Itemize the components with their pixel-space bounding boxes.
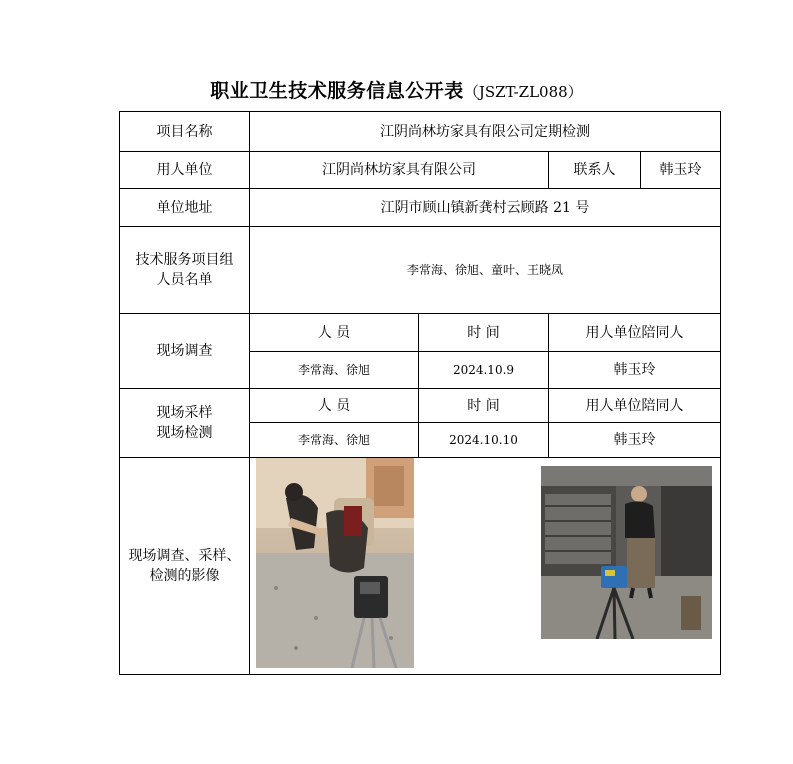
survey-time-value: 2024.10.9 xyxy=(419,352,549,389)
row-survey-header xyxy=(120,314,721,352)
team-members-value: 李常海、徐旭、童叶、王晓凤 xyxy=(250,227,721,314)
address-label: 单位地址 xyxy=(120,189,250,227)
row-images xyxy=(120,458,721,675)
info-disclosure-table xyxy=(119,111,721,675)
images-cell xyxy=(250,458,721,675)
form-code: （JSZT-ZL088） xyxy=(463,83,583,101)
team-label-line1: 技术服务项目组 xyxy=(135,252,234,268)
sampling-escort-value: 韩玉玲 xyxy=(549,423,721,458)
employer-label: 用人单位 xyxy=(120,152,250,189)
project-name-label: 项目名称 xyxy=(120,112,250,152)
sampling-header-escort: 用人单位陪同人 xyxy=(549,389,721,423)
row-team xyxy=(120,227,721,314)
survey-header-personnel: 人 员 xyxy=(250,314,419,352)
images-label xyxy=(120,458,250,675)
site-photo-spray-booth-measurement xyxy=(541,466,712,639)
sampling-time-value: 2024.10.10 xyxy=(419,423,549,458)
survey-personnel-value: 李常海、徐旭 xyxy=(250,352,419,389)
sampling-label-line2: 现场检测 xyxy=(156,425,213,441)
address-value: 江阴市顾山镇新龚村云顾路 21 号 xyxy=(250,189,721,227)
survey-header-escort: 用人单位陪同人 xyxy=(549,314,721,352)
row-employer xyxy=(120,152,721,189)
sampling-label-line1: 现场采样 xyxy=(156,405,213,421)
row-project-name xyxy=(120,112,721,152)
survey-header-time: 时 间 xyxy=(419,314,549,352)
sampling-personnel-value: 李常海、徐旭 xyxy=(250,423,419,458)
survey-label: 现场调查 xyxy=(120,314,250,389)
employer-value: 江阴尚林坊家具有限公司 xyxy=(250,152,549,189)
row-sampling-header xyxy=(120,389,721,423)
title-main: 职业卫生技术服务信息公开表 xyxy=(210,80,464,102)
site-photo-workshop-measurement xyxy=(256,458,414,668)
images-label-line1: 现场调查、采样、 xyxy=(128,548,241,564)
project-name-value: 江阴尚林坊家具有限公司定期检测 xyxy=(250,112,721,152)
sampling-header-time: 时 间 xyxy=(419,389,549,423)
contact-label: 联系人 xyxy=(549,152,641,189)
survey-escort-value: 韩玉玲 xyxy=(549,352,721,389)
sampling-header-personnel: 人 员 xyxy=(250,389,419,423)
row-address xyxy=(120,189,721,227)
sampling-label xyxy=(120,389,250,458)
team-label xyxy=(120,227,250,314)
team-label-line2: 人员名单 xyxy=(156,272,213,288)
page-title xyxy=(0,76,793,103)
contact-value: 韩玉玲 xyxy=(641,152,721,189)
images-label-line2: 检测的影像 xyxy=(149,568,220,584)
